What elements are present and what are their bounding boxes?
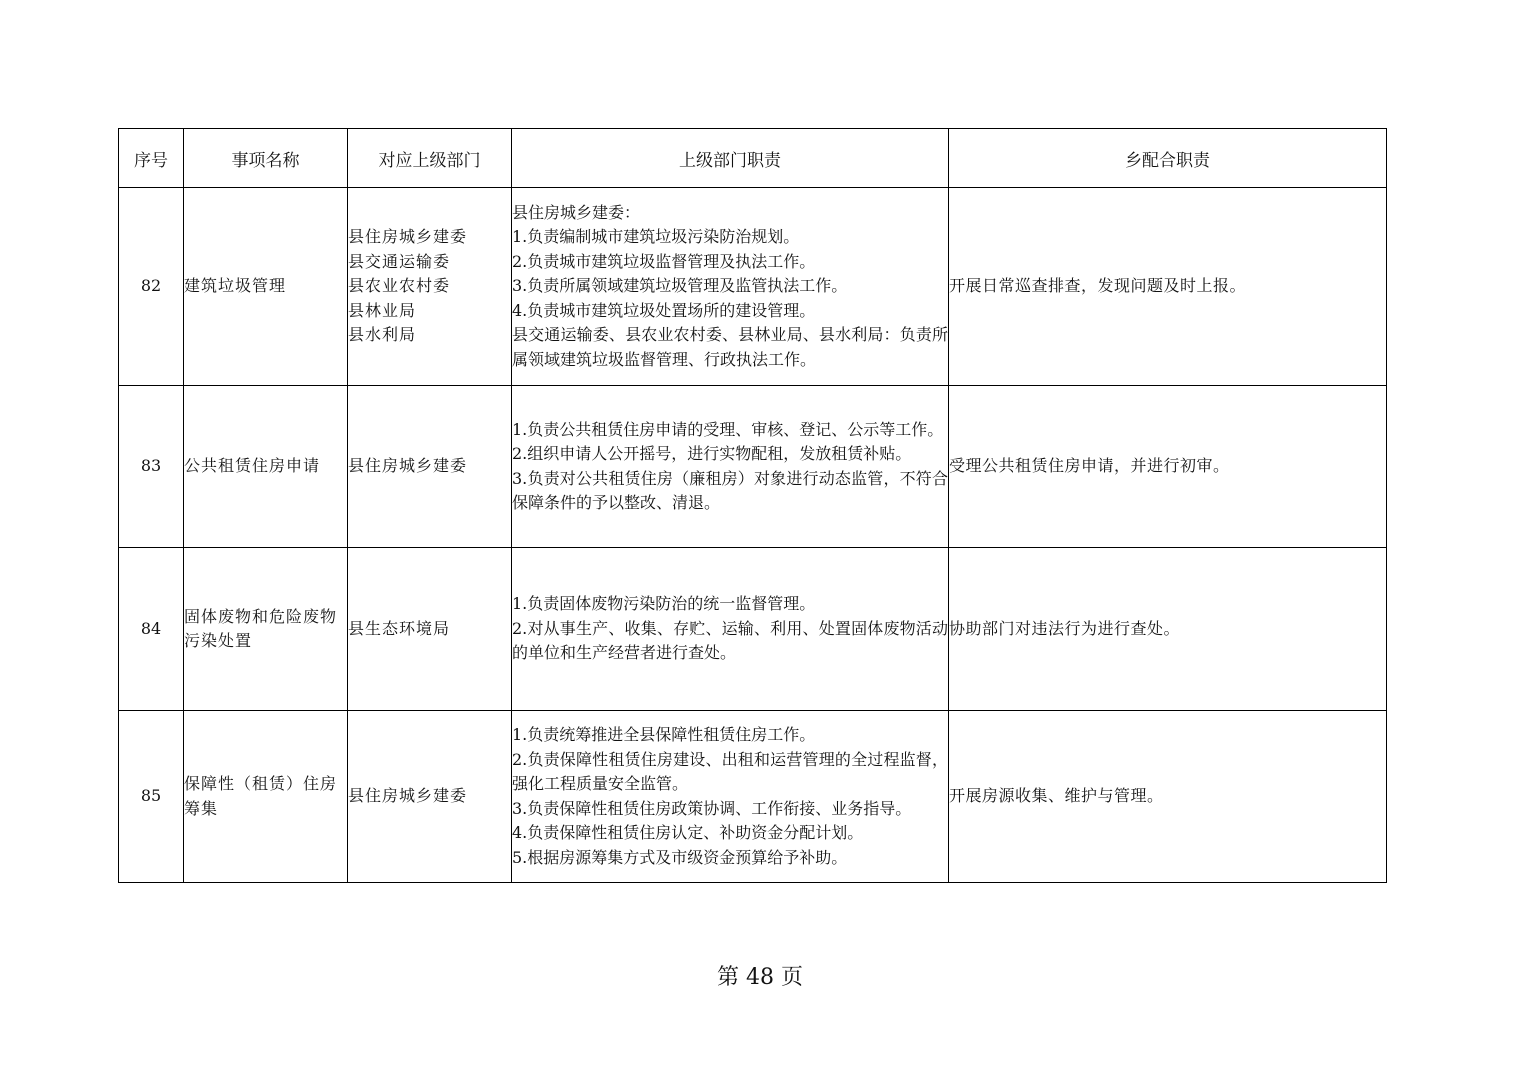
row-number: 83	[119, 386, 184, 548]
department: 县水利局	[348, 325, 417, 345]
department: 县林业局	[348, 300, 417, 320]
duty-line: 3.负责保障性租赁住房政策协调、工作衔接、业务指导。	[512, 798, 912, 818]
row-number: 85	[119, 711, 184, 883]
duty-line: 1.负责固体废物污染防治的统一监督管理。	[512, 594, 816, 614]
item-name: 保障性（租赁）住房筹集	[184, 711, 348, 883]
township-duty: 开展日常巡查排查，发现问题及时上报。	[949, 188, 1387, 386]
department: 县农业农村委	[348, 276, 451, 296]
item-name: 建筑垃圾管理	[184, 188, 348, 386]
table-row	[119, 711, 1387, 883]
department: 县住房城乡建委	[348, 227, 468, 247]
duty-line: 5.根据房源筹集方式及市级资金预算给予补助。	[512, 847, 848, 867]
township-duty: 协助部门对违法行为进行查处。	[949, 548, 1387, 711]
table-row	[119, 188, 1387, 386]
duty-line: 4.负责保障性租赁住房认定、补助资金分配计划。	[512, 823, 864, 842]
header-township-duties: 乡配合职责	[949, 129, 1387, 188]
department: 县生态环境局	[348, 618, 451, 638]
item-name: 公共租赁住房申请	[184, 386, 348, 548]
duty-line: 1.负责公共租赁住房申请的受理、审核、登记、公示等工作。	[512, 419, 944, 439]
header-item-name: 事项名称	[184, 129, 348, 188]
department: 县交通运输委	[348, 251, 451, 271]
duty-line: 2.负责保障性租赁住房建设、出租和运营管理的全过程监督，强化工程质量安全监管。	[512, 749, 948, 793]
township-duty: 开展房源收集、维护与管理。	[949, 711, 1387, 883]
duty-line: 县交通运输委、县农业农村委、县林业局、县水利局：负责所属领域建筑垃圾监督管理、行政执法工作。	[512, 325, 948, 369]
department-duties	[512, 188, 949, 386]
department: 县住房城乡建委	[348, 786, 468, 806]
header-number: 序号	[119, 129, 184, 188]
duty-line: 2.对从事生产、收集、存贮、运输、利用、处置固体废物活动的单位和生产经营者进行查处。	[512, 618, 948, 663]
duty-line: 2.负责城市建筑垃圾监督管理及执法工作。	[512, 251, 816, 271]
department-duties	[512, 386, 949, 548]
department-list	[348, 188, 512, 386]
duty-line: 1.负责统筹推进全县保障性租赁住房工作。	[512, 725, 816, 744]
department-list	[348, 386, 512, 548]
duty-line: 1.负责编制城市建筑垃圾污染防治规划。	[512, 227, 800, 247]
duty-line: 4.负责城市建筑垃圾处置场所的建设管理。	[512, 300, 816, 320]
row-number: 82	[119, 188, 184, 386]
department: 县住房城乡建委	[348, 456, 468, 476]
department-list	[348, 548, 512, 711]
table-header-row	[119, 129, 1387, 188]
duty-line: 2.组织申请人公开摇号，进行实物配租，发放租赁补贴。	[512, 444, 912, 463]
item-name: 固体废物和危险废物污染处置	[184, 548, 348, 711]
duty-line: 县住房城乡建委：	[512, 202, 641, 222]
row-number: 84	[119, 548, 184, 711]
header-department: 对应上级部门	[348, 129, 512, 188]
page-number: 第 48 页	[717, 965, 803, 990]
department-list	[348, 711, 512, 883]
township-duty: 受理公共租赁住房申请，并进行初审。	[949, 386, 1387, 548]
table-row	[119, 548, 1387, 711]
duty-line: 3.负责对公共租赁住房（廉租房）对象进行动态监管，不符合保障条件的予以整改、清退。	[512, 468, 948, 512]
duty-line: 3.负责所属领域建筑垃圾管理及监管执法工作。	[512, 276, 848, 296]
department-duties	[512, 711, 949, 883]
responsibility-table	[118, 128, 1387, 883]
department-duties	[512, 548, 949, 711]
header-department-duties: 上级部门职责	[512, 129, 949, 188]
table-row	[119, 386, 1387, 548]
